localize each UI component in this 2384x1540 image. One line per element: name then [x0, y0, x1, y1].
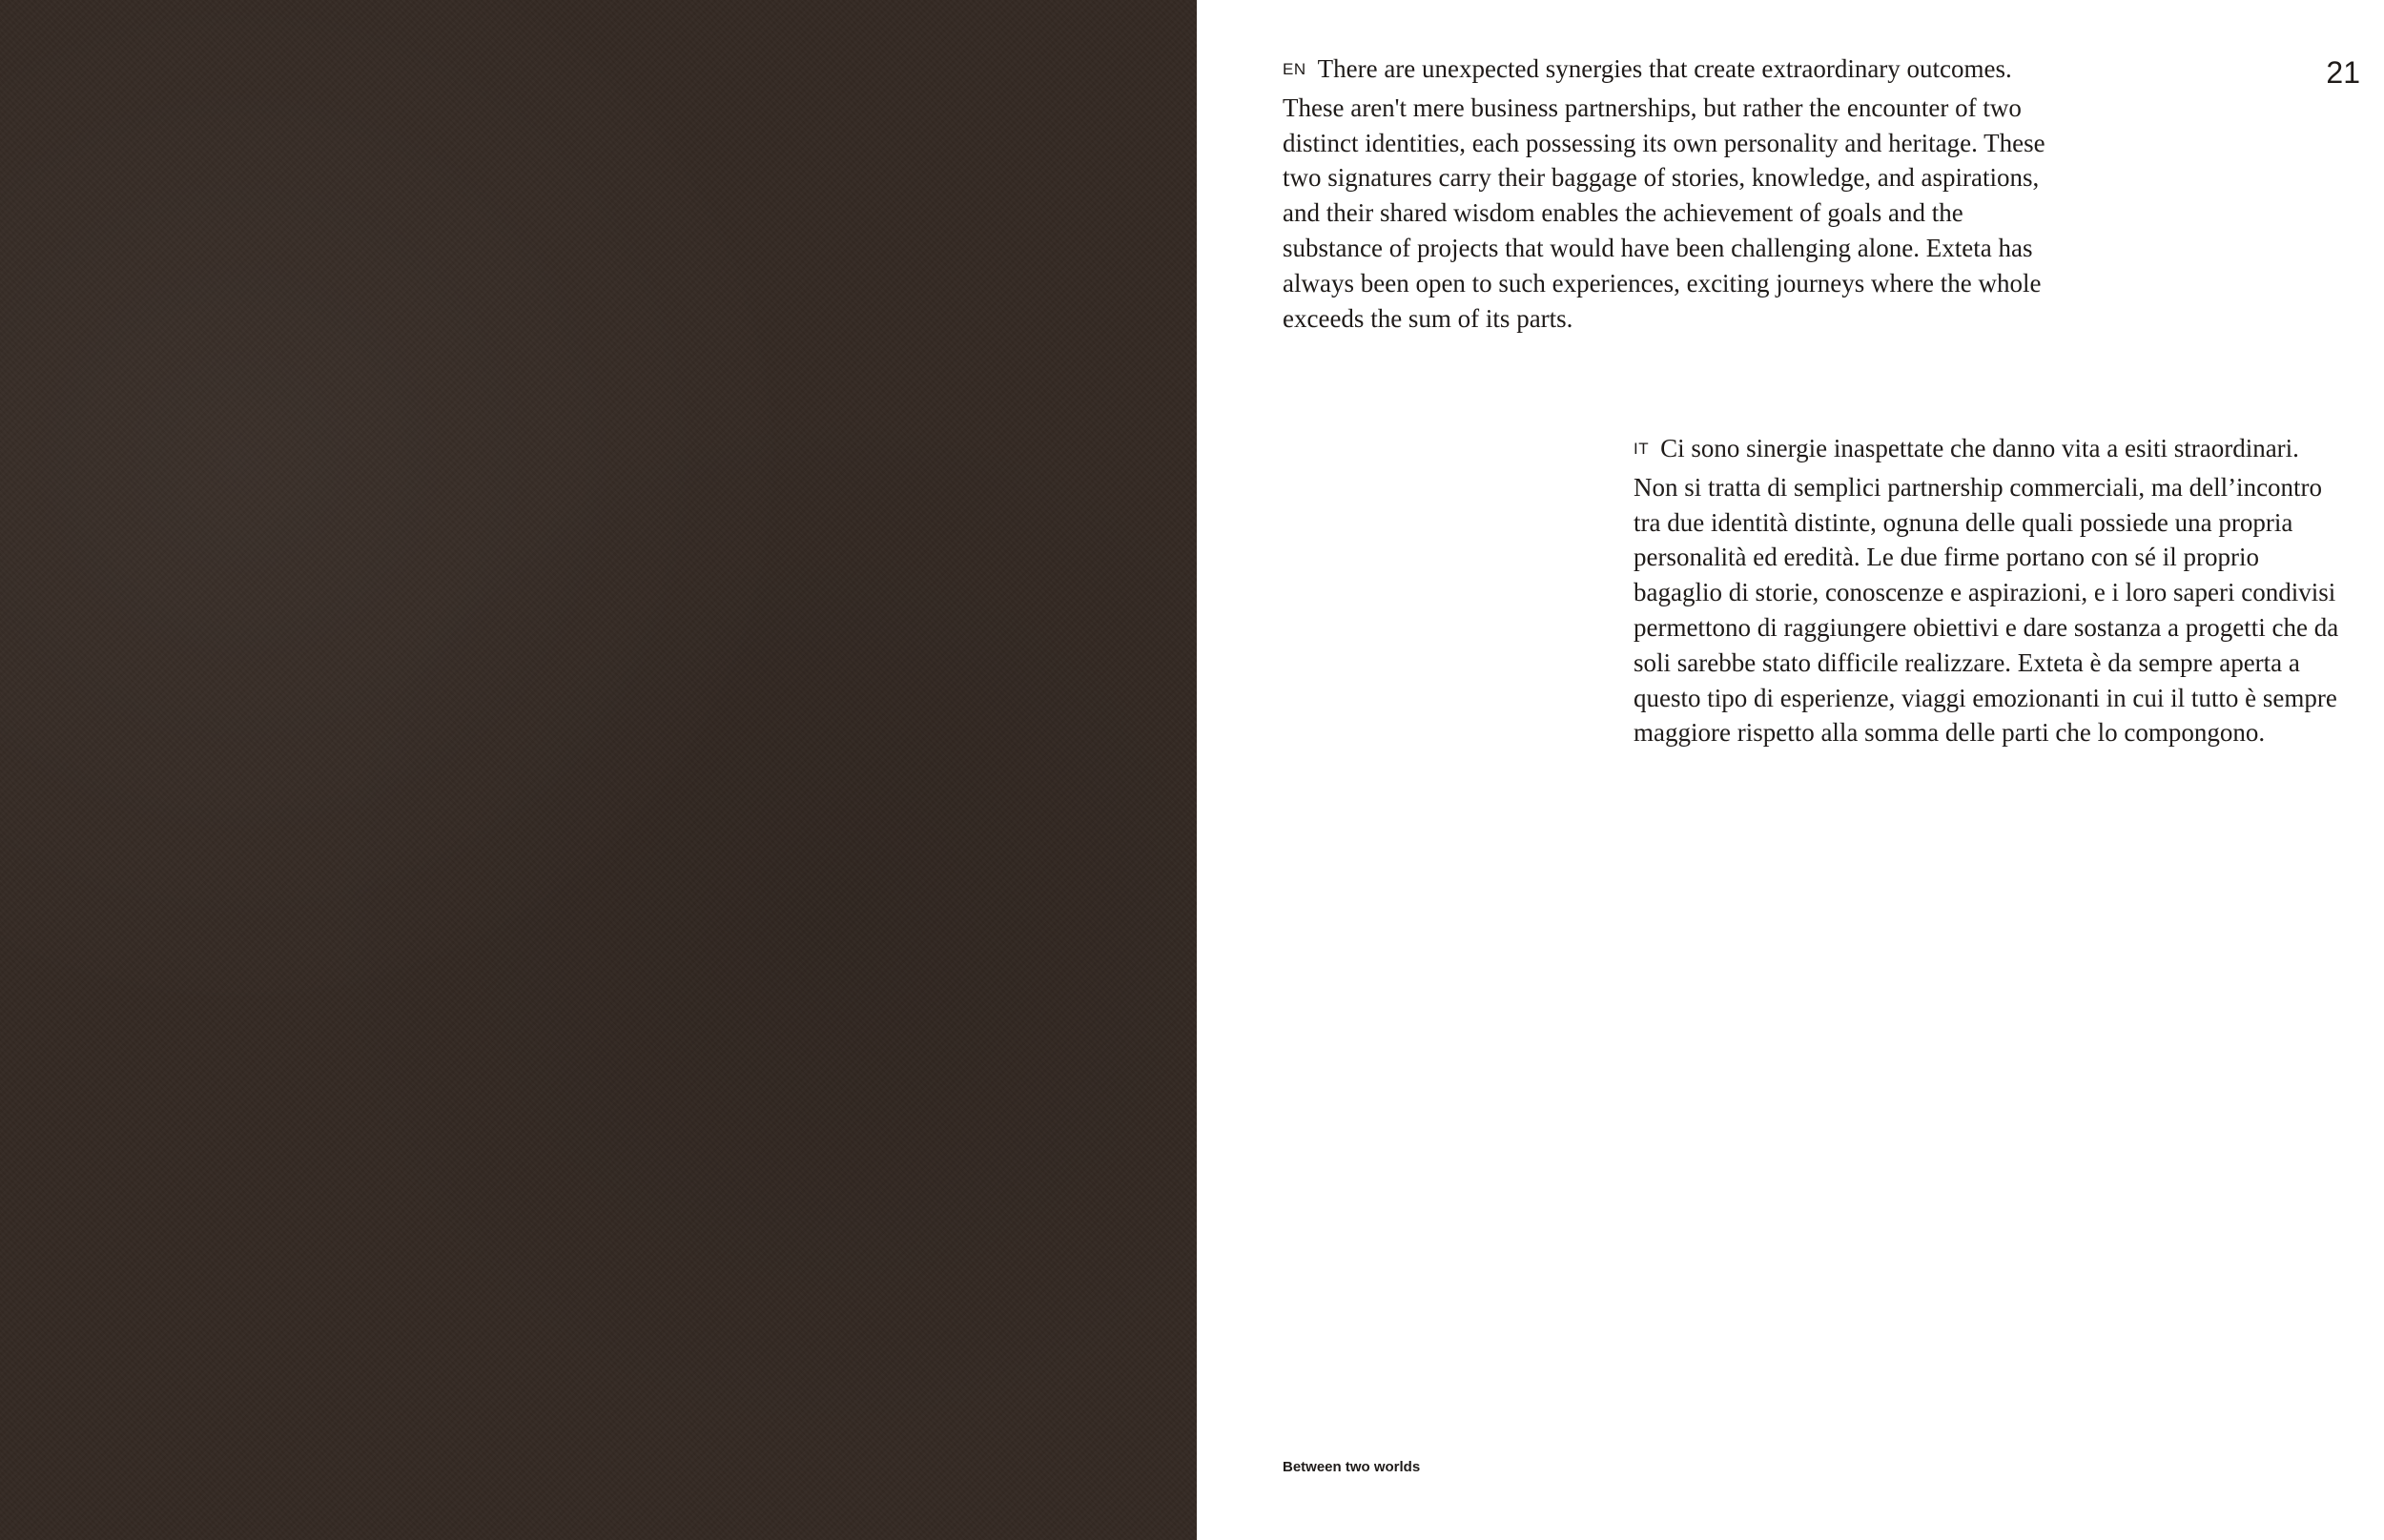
italian-language-label: IT [1634, 440, 1650, 458]
italian-text: Ci sono sinergie inaspettate che danno vita a esiti straordinari. Non si tratta di semplici partnership commerciali, ma dell’incontro tra due identità distinte, ognuna delle quali possiede una propria personalità ed eredità. Le due firme portano con sé il proprio bagaglio di storie, conoscenze e aspirazioni, e i loro saperi condivisi permettono di raggiungere obiettivi e dare sostanza a progetti che da soli sarebbe stato difficile realizzare. Exteta è da sempre aperta a questo tipo di esperienze, viaggi emozionanti in cui il tutto è sempre maggiore rispetto alla somma delle parti che lo compongono. [1634, 434, 2339, 748]
footer-title: Between two worlds [1283, 1459, 1421, 1475]
english-paragraph [1283, 51, 2045, 336]
italian-paragraph [1634, 431, 2339, 750]
english-language-label: EN [1283, 60, 1306, 78]
page-number: 21 [2326, 55, 2360, 90]
english-text: There are unexpected synergies that create extraordinary outcomes. These aren't mere business partnerships, but rather the encounter of two distinct identities, each possessing its own personality and heritage. These two signatures carry their baggage of stories, knowledge, and aspirations, and their shared wisdom enables the achievement of goals and the substance of projects that would have been challenging alone. Exteta has always been open to such experiences, exciting journeys where the whole exceeds the sum of its parts. [1283, 54, 2045, 333]
right-page [1197, 0, 2384, 1540]
